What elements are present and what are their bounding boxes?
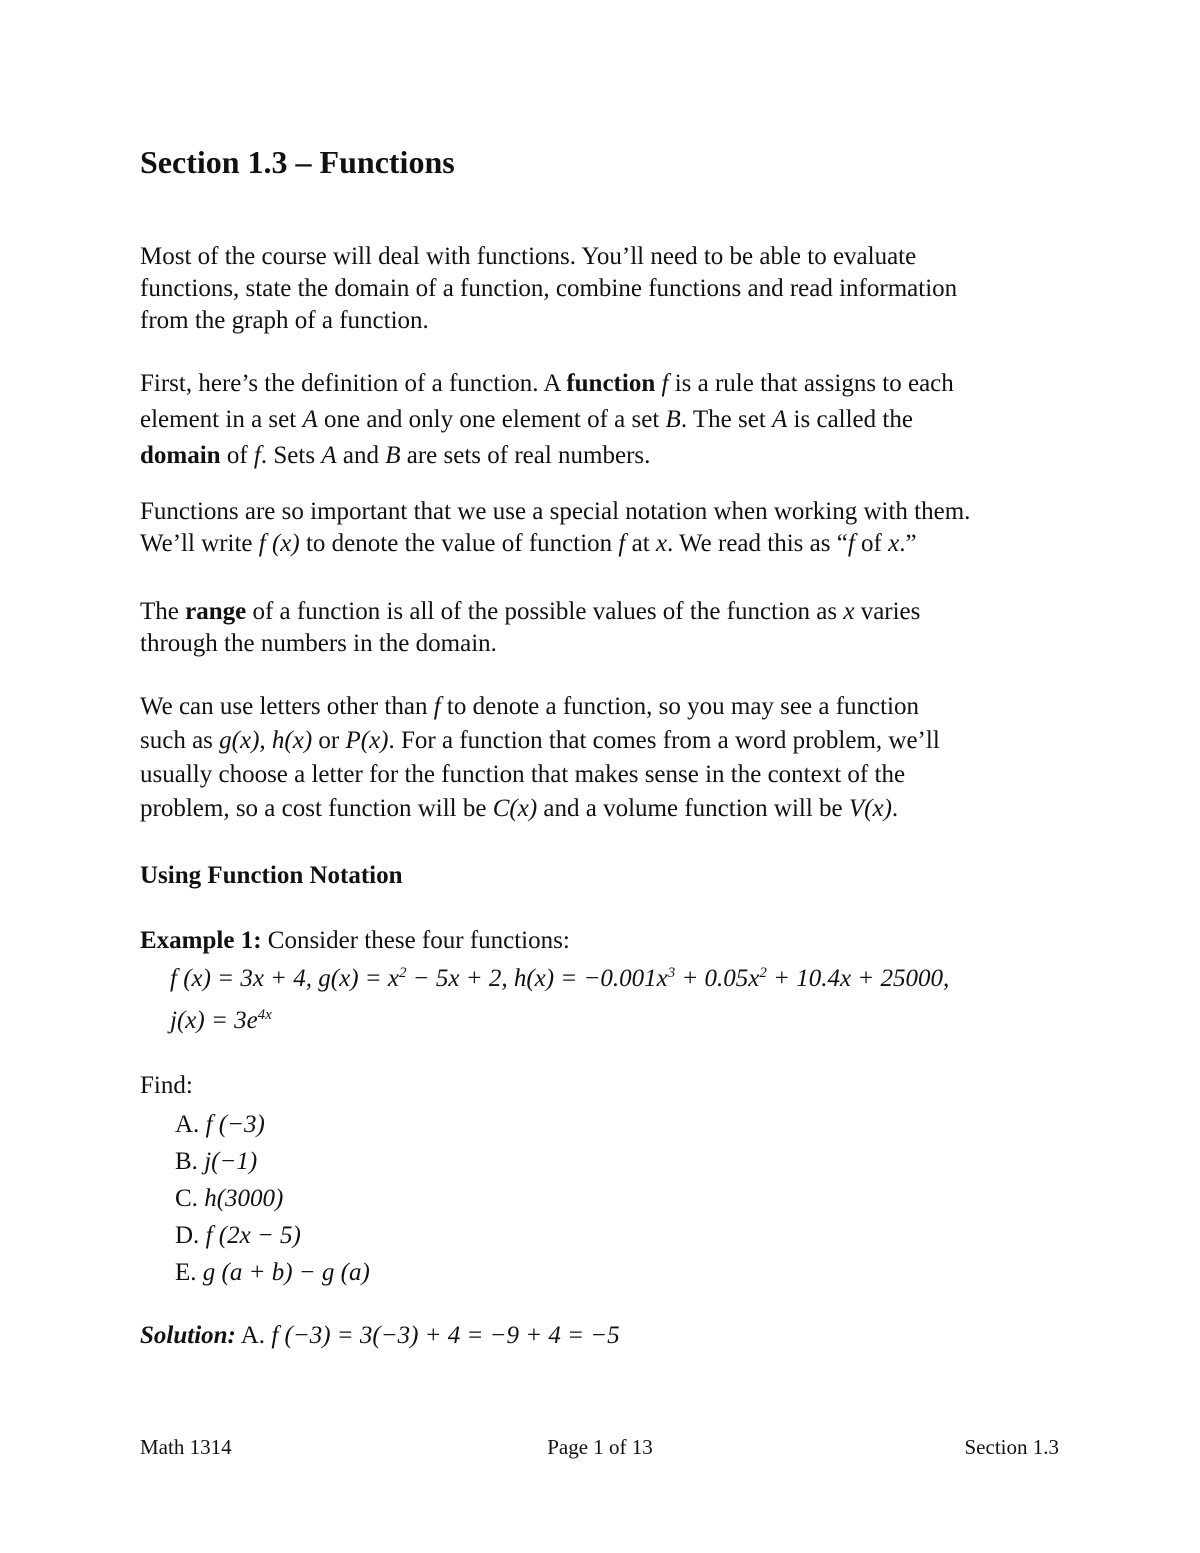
- example-equations-line-2: [140, 1004, 1080, 1038]
- solution-line: [140, 1320, 1080, 1352]
- list-item: [175, 1180, 370, 1217]
- var-x: x: [843, 598, 855, 625]
- notation-text: to denote the value of function: [299, 530, 619, 557]
- letters-text: to denote a function, so you may see a function: [440, 693, 920, 720]
- definition-paragraph: [140, 366, 1080, 474]
- math-p-of-x: P(x): [345, 727, 389, 754]
- letters-text: such as: [140, 727, 220, 754]
- item-expression: j(−1): [204, 1148, 258, 1175]
- exponent: 2: [759, 965, 767, 981]
- math-f-of-x: f (x): [258, 530, 300, 557]
- footer-section: Section 1.3: [964, 1435, 1059, 1459]
- item-letter: C.: [175, 1185, 198, 1212]
- letters-text: problem, so a cost function will be: [140, 795, 493, 822]
- list-item: [175, 1217, 370, 1254]
- definition-text: . The set: [680, 406, 773, 433]
- item-expression: g (a + b) − g (a): [202, 1259, 370, 1286]
- letters-text: or: [312, 727, 346, 754]
- item-expression: f (−3): [205, 1111, 265, 1138]
- item-expression: h(3000): [204, 1185, 284, 1212]
- var-f: f: [655, 370, 669, 397]
- range-line-2: through the numbers in the domain.: [140, 630, 497, 657]
- footer-course: Math 1314: [140, 1435, 232, 1459]
- var-f: f: [253, 442, 261, 469]
- letters-line-2: [140, 724, 1080, 758]
- letters-paragraph: [140, 690, 1080, 826]
- range-text: The: [140, 598, 186, 625]
- notation-paragraph: [140, 496, 1080, 560]
- item-letter: B.: [175, 1148, 198, 1175]
- footer-page-number: Page 1 of 13: [547, 1435, 653, 1459]
- term-domain: domain: [140, 442, 221, 469]
- var-f: f: [847, 530, 855, 557]
- definition-text: are sets of real numbers.: [400, 442, 651, 469]
- definition-text: and: [336, 442, 386, 469]
- letters-text: . For a function that comes from a word problem, we’ll: [388, 727, 940, 754]
- range-paragraph: [140, 596, 1080, 660]
- example-heading: [140, 924, 1080, 958]
- term-range: range: [185, 598, 247, 625]
- notation-line-2: [140, 528, 1080, 560]
- letters-text: and a volume function will be: [537, 795, 849, 822]
- equation-j: j(x) = 3e: [170, 1007, 258, 1034]
- equation-h: [514, 965, 949, 992]
- definition-text: one and only one element of a set: [317, 406, 666, 433]
- definition-text: . Sets: [260, 442, 322, 469]
- definition-line-3: [140, 438, 1080, 474]
- notation-text: of: [854, 530, 889, 557]
- list-item: [175, 1143, 370, 1180]
- range-text: of a function is all of the possible values of the function as: [246, 598, 844, 625]
- var-f: f: [618, 530, 626, 557]
- var-B: B: [665, 406, 681, 433]
- var-B: B: [385, 442, 401, 469]
- equation-h-part: + 10.4x + 25000,: [766, 965, 950, 992]
- var-x: x: [655, 530, 667, 557]
- intro-line-2: functions, state the domain of a function, combine functions and read information: [140, 275, 958, 302]
- math-c-of-x: C(x): [492, 795, 538, 822]
- equation-g-part: g(x) = x: [318, 965, 399, 992]
- letters-line-4: [140, 792, 1080, 826]
- equation-h-part: h(x) = −0.001x: [513, 965, 668, 992]
- intro-line-1: Most of the course will deal with functions. You’ll need to be able to evaluate: [140, 243, 917, 270]
- solution-expression: f (−3) = 3(−3) + 4 = −9 + 4 = −5: [271, 1322, 620, 1349]
- page-title: Section 1.3 – Functions: [140, 144, 455, 180]
- letters-text: .: [891, 795, 899, 822]
- var-f: f: [433, 693, 441, 720]
- find-label: Find:: [140, 1072, 193, 1099]
- exponent: 4x: [257, 1007, 272, 1023]
- definition-text: is called the: [787, 406, 913, 433]
- item-letter: E.: [175, 1259, 197, 1286]
- notation-text: We’ll write: [140, 530, 259, 557]
- intro-line-3: from the graph of a function.: [140, 307, 429, 334]
- definition-text: of: [220, 442, 254, 469]
- example-text: Consider these four functions:: [261, 927, 570, 954]
- math-g-h-of-x: g(x), h(x): [219, 727, 313, 754]
- range-text: varies: [854, 598, 921, 625]
- var-A: A: [302, 406, 318, 433]
- list-item: [175, 1254, 370, 1291]
- definition-text: is a rule that assigns to each: [668, 370, 954, 397]
- list-item: [175, 1106, 370, 1143]
- item-letter: A.: [175, 1111, 200, 1138]
- subheading-function-notation: Using Function Notation: [140, 862, 403, 889]
- definition-line-1: [140, 366, 1080, 402]
- term-function: function: [566, 370, 656, 397]
- item-expression: f (2x − 5): [205, 1222, 301, 1249]
- notation-text: . We read this as “: [667, 530, 848, 557]
- intro-paragraph: [140, 241, 1080, 337]
- letters-line-3: usually choose a letter for the function that makes sense in the context of the: [140, 761, 906, 788]
- math-v-of-x: V(x): [848, 795, 892, 822]
- var-x: x: [888, 530, 900, 557]
- example-1: [140, 924, 1080, 1038]
- equation-g-part: − 5x + 2,: [406, 965, 514, 992]
- notation-line-1: Functions are so important that we use a special notation when working with them.: [140, 498, 971, 525]
- range-line-1: [140, 596, 1080, 628]
- definition-text: First, here’s the definition of a function. A: [140, 370, 567, 397]
- example-equations-line-1: [140, 962, 1080, 996]
- letters-text: We can use letters other than: [140, 693, 434, 720]
- find-list: [175, 1106, 370, 1291]
- equation-h-part: + 0.05x: [675, 965, 760, 992]
- exponent: 2: [399, 965, 407, 981]
- equation-g: [318, 965, 514, 992]
- definition-line-2: [140, 402, 1080, 438]
- equation-f: f (x) = 3x + 4,: [170, 965, 319, 992]
- solution-label: Solution:: [140, 1322, 236, 1349]
- solution: [140, 1320, 1080, 1352]
- exponent: 3: [667, 965, 676, 981]
- notation-text: .”: [899, 530, 917, 557]
- solution-part: A.: [235, 1322, 272, 1349]
- letters-line-1: [140, 690, 1080, 724]
- item-letter: D.: [175, 1222, 200, 1249]
- var-A: A: [321, 442, 337, 469]
- example-label: Example 1:: [140, 927, 262, 954]
- notation-text: at: [625, 530, 656, 557]
- var-A: A: [772, 406, 788, 433]
- definition-text: element in a set: [140, 406, 303, 433]
